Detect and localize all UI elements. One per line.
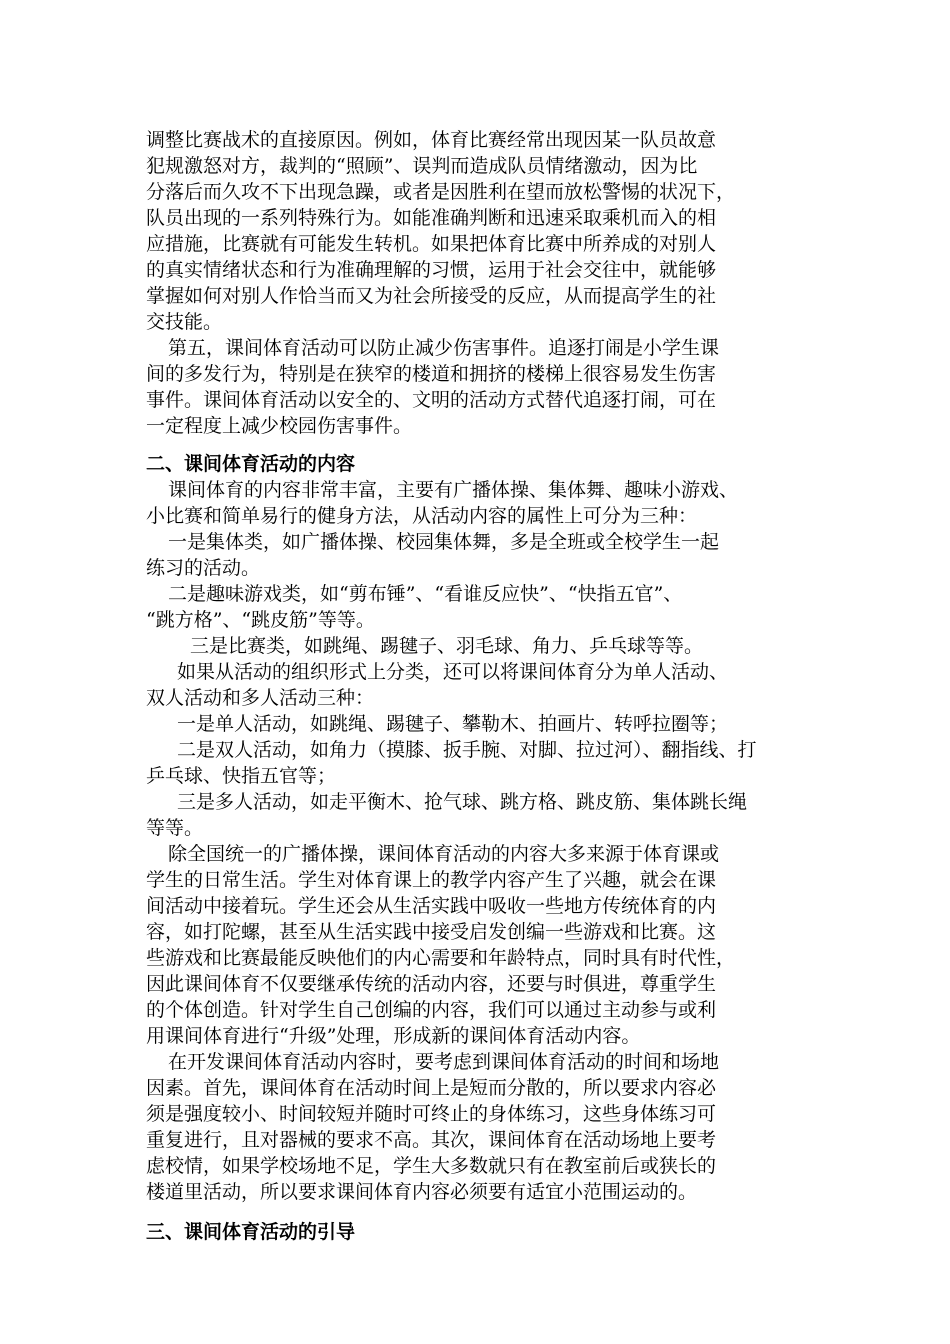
p4-line: 因此课间体育不仅要继承传统的活动内容，还要与时俱进，尊重学生 bbox=[146, 973, 717, 995]
p3-line: “跳方格”、“跳皮筋”等等。 bbox=[146, 609, 375, 631]
p1-line: 的真实情绪状态和行为准确理解的习惯，运用于社会交往中，就能够 bbox=[146, 259, 717, 281]
p1-line: 分落后而久攻不下出现急躁，或者是因胜利在望而放松警惕的状况下， bbox=[146, 181, 736, 203]
p3-line: 二是双人活动，如角力（摸膝、扳手腕、对脚、拉过河）、翻指线、打 bbox=[177, 739, 757, 761]
p4-line: 用课间体育进行“升级”处理，形成新的课间体育活动内容。 bbox=[146, 1025, 641, 1047]
p3-line: 等等。 bbox=[146, 817, 204, 839]
p5-line: 虑校情，如果学校场地不足，学生大多数就只有在教室前后或狭长的 bbox=[146, 1155, 717, 1177]
p1-line: 队员出现的一系列特殊行为。如能准确判断和迅速采取乘机而入的相 bbox=[146, 207, 717, 229]
p5-line: 重复进行，且对器械的要求不高。其次，课间体育在活动场地上要考 bbox=[146, 1129, 717, 1151]
p1-line: 掌握如何对别人作恰当而又为社会所接受的反应，从而提高学生的社 bbox=[146, 285, 717, 307]
p1-line: 交技能。 bbox=[146, 311, 223, 333]
p5-line: 因素。首先，课间体育在活动时间上是短而分散的，所以要求内容必 bbox=[146, 1077, 717, 1099]
p2-line: 间的多发行为，特别是在狭窄的楼道和拥挤的楼梯上很容易发生伤害 bbox=[146, 363, 717, 385]
p4-line: 容，如打陀螺，甚至从生活实践中接受启发创编一些游戏和比赛。这 bbox=[146, 921, 717, 943]
p3-line: 练习的活动。 bbox=[146, 557, 261, 579]
p3-line: 课间体育的内容非常丰富，主要有广播体操、集体舞、趣味小游戏、 bbox=[168, 479, 739, 501]
section-heading: 二、课间体育活动的内容 bbox=[146, 453, 356, 475]
p2-line: 一定程度上减少校园伤害事件。 bbox=[146, 415, 413, 437]
p3-line: 一是集体类，如广播体操、校园集体舞，多是全班或全校学生一起 bbox=[168, 531, 720, 553]
p1-line: 犯规激怒对方，裁判的“照顾”、误判而造成队员情绪激动，因为比 bbox=[146, 155, 698, 177]
p3-line: 三是多人活动，如走平衡木、抢气球、跳方格、跳皮筋、集体跳长绳 bbox=[177, 791, 748, 813]
p3-line: 小比赛和简单易行的健身方法，从活动内容的属性上可分为三种： bbox=[146, 505, 698, 527]
p4-line: 学生的日常生活。学生对体育课上的教学内容产生了兴趣，就会在课 bbox=[146, 869, 717, 891]
p5-line: 楼道里活动，所以要求课间体育内容必须要有适宜小范围运动的。 bbox=[146, 1181, 698, 1203]
section-heading: 三、课间体育活动的引导 bbox=[146, 1221, 356, 1243]
p2-line: 事件。课间体育活动以安全的、文明的活动方式替代追逐打闹，可在 bbox=[146, 389, 717, 411]
p4-line: 间活动中接着玩。学生还会从生活实践中吸收一些地方传统体育的内 bbox=[146, 895, 717, 917]
p3-line: 一是单人活动，如跳绳、踢毽子、攀勒木、拍画片、转呼拉圈等； bbox=[177, 713, 729, 735]
p3-line: 二是趣味游戏类，如“剪布锤”、“看谁反应快”、“快指五官”、 bbox=[168, 583, 683, 605]
p3-line: 三是比赛类，如跳绳、踢毽子、羽毛球、角力、乒乓球等等。 bbox=[190, 635, 704, 657]
p4-line: 些游戏和比赛最能反映他们的内心需要和年龄特点，同时具有时代性， bbox=[146, 947, 736, 969]
p4-line: 的个体创造。针对学生自己创编的内容，我们可以通过主动参与或利 bbox=[146, 999, 717, 1021]
p3-line: 乒乓球、快指五官等； bbox=[146, 765, 337, 787]
p3-line: 双人活动和多人活动三种： bbox=[146, 687, 375, 709]
p5-line: 在开发课间体育活动内容时，要考虑到课间体育活动的时间和场地 bbox=[168, 1051, 720, 1073]
p3-line: 如果从活动的组织形式上分类，还可以将课间体育分为单人活动、 bbox=[177, 661, 729, 683]
p5-line: 须是强度较小、时间较短并随时可终止的身体练习，这些身体练习可 bbox=[146, 1103, 717, 1125]
p1-line: 应措施，比赛就有可能发生转机。如果把体育比赛中所养成的对别人 bbox=[146, 233, 717, 255]
p4-line: 除全国统一的广播体操，课间体育活动的内容大多来源于体育课或 bbox=[168, 843, 720, 865]
p2-line: 第五，课间体育活动可以防止减少伤害事件。追逐打闹是小学生课 bbox=[168, 337, 720, 359]
p1-line: 调整比赛战术的直接原因。例如，体育比赛经常出现因某一队员故意 bbox=[146, 129, 717, 151]
